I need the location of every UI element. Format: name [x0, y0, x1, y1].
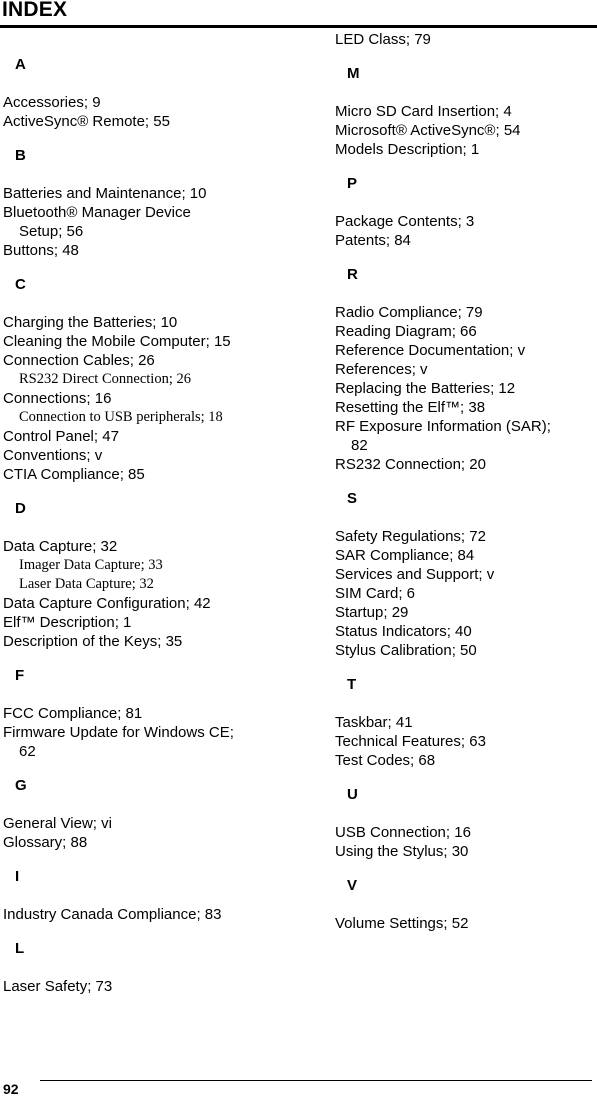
index-entry: LED Class; 79 — [335, 31, 431, 48]
index-entry: Using the Stylus; 30 — [335, 843, 469, 860]
footer-rule — [40, 1080, 592, 1081]
index-entry-continuation: 62 — [19, 743, 36, 760]
index-entry: Radio Compliance; 79 — [335, 304, 483, 321]
index-entry: Volume Settings; 52 — [335, 915, 469, 932]
index-subentry: Laser Data Capture; 32 — [19, 576, 154, 592]
index-entry: Industry Canada Compliance; 83 — [3, 906, 222, 923]
page-number: 92 — [3, 1081, 19, 1097]
index-entry: Firmware Update for Windows CE; — [3, 724, 234, 741]
index-entry: Resetting the Elf™; 38 — [335, 399, 486, 416]
index-entry-continuation: Setup; 56 — [19, 223, 84, 240]
index-entry: General View; vi — [3, 815, 112, 832]
index-letter-heading: C — [15, 276, 26, 293]
index-letter-heading: V — [347, 877, 358, 894]
index-entry: Stylus Calibration; 50 — [335, 642, 477, 659]
index-letter-heading: T — [347, 676, 357, 693]
index-letter-heading: F — [15, 667, 25, 684]
index-entry: Data Capture Configuration; 42 — [3, 595, 211, 612]
index-entry: Conventions; v — [3, 447, 103, 464]
index-entry: Bluetooth® Manager Device — [3, 204, 191, 221]
index-entry: Startup; 29 — [335, 604, 409, 621]
index-entry: Cleaning the Mobile Computer; 15 — [3, 333, 231, 350]
index-entry: Description of the Keys; 35 — [3, 633, 183, 650]
index-letter-heading: A — [15, 56, 26, 73]
index-entry: SAR Compliance; 84 — [335, 547, 475, 564]
index-entry: Connection Cables; 26 — [3, 352, 155, 369]
index-entry: Data Capture; 32 — [3, 538, 118, 555]
index-subentry: Connection to USB peripherals; 18 — [19, 409, 223, 425]
index-entry-continuation: 82 — [351, 437, 368, 454]
index-entry: Batteries and Maintenance; 10 — [3, 185, 207, 202]
index-letter-heading: M — [347, 65, 360, 82]
index-letter-heading: R — [347, 266, 358, 283]
index-entry: Control Panel; 47 — [3, 428, 119, 445]
index-entry: Connections; 16 — [3, 390, 112, 407]
index-letter-heading: D — [15, 500, 26, 517]
index-entry: Laser Safety; 73 — [3, 978, 113, 995]
index-entry: Micro SD Card Insertion; 4 — [335, 103, 512, 120]
index-entry: Taskbar; 41 — [335, 714, 413, 731]
index-entry: Services and Support; v — [335, 566, 495, 583]
index-entry: Technical Features; 63 — [335, 733, 486, 750]
index-entry: USB Connection; 16 — [335, 824, 471, 841]
index-entry: Package Contents; 3 — [335, 213, 475, 230]
index-entry: Buttons; 48 — [3, 242, 79, 259]
index-letter-heading: P — [347, 175, 358, 192]
index-letter-heading: L — [15, 940, 25, 957]
index-letter-heading: U — [347, 786, 358, 803]
index-entry: Elf™ Description; 1 — [3, 614, 132, 631]
index-entry: CTIA Compliance; 85 — [3, 466, 145, 483]
page-title: INDEX — [2, 0, 68, 21]
index-entry: Reference Documentation; v — [335, 342, 526, 359]
index-entry: RS232 Connection; 20 — [335, 456, 486, 473]
index-entry: Charging the Batteries; 10 — [3, 314, 178, 331]
index-entry: Accessories; 9 — [3, 94, 101, 111]
index-entry: Models Description; 1 — [335, 141, 480, 158]
index-entry: Replacing the Batteries; 12 — [335, 380, 516, 397]
index-entry: Reading Diagram; 66 — [335, 323, 477, 340]
index-entry: Patents; 84 — [335, 232, 411, 249]
heading-rule — [0, 25, 597, 28]
index-entry: ActiveSync® Remote; 55 — [3, 113, 170, 130]
index-entry: RF Exposure Information (SAR); — [335, 418, 551, 435]
index-entry: Status Indicators; 40 — [335, 623, 472, 640]
index-entry: Microsoft® ActiveSync®; 54 — [335, 122, 521, 139]
index-letter-heading: I — [15, 868, 20, 885]
index-entry: FCC Compliance; 81 — [3, 705, 143, 722]
index-entry: SIM Card; 6 — [335, 585, 416, 602]
index-entry: References; v — [335, 361, 428, 378]
index-letter-heading: B — [15, 147, 26, 164]
index-entry: Glossary; 88 — [3, 834, 88, 851]
index-letter-heading: S — [347, 490, 358, 507]
index-subentry: RS232 Direct Connection; 26 — [19, 371, 191, 387]
index-entry: Safety Regulations; 72 — [335, 528, 486, 545]
index-subentry: Imager Data Capture; 33 — [19, 557, 163, 573]
index-letter-heading: G — [15, 777, 27, 794]
index-entry: Test Codes; 68 — [335, 752, 436, 769]
